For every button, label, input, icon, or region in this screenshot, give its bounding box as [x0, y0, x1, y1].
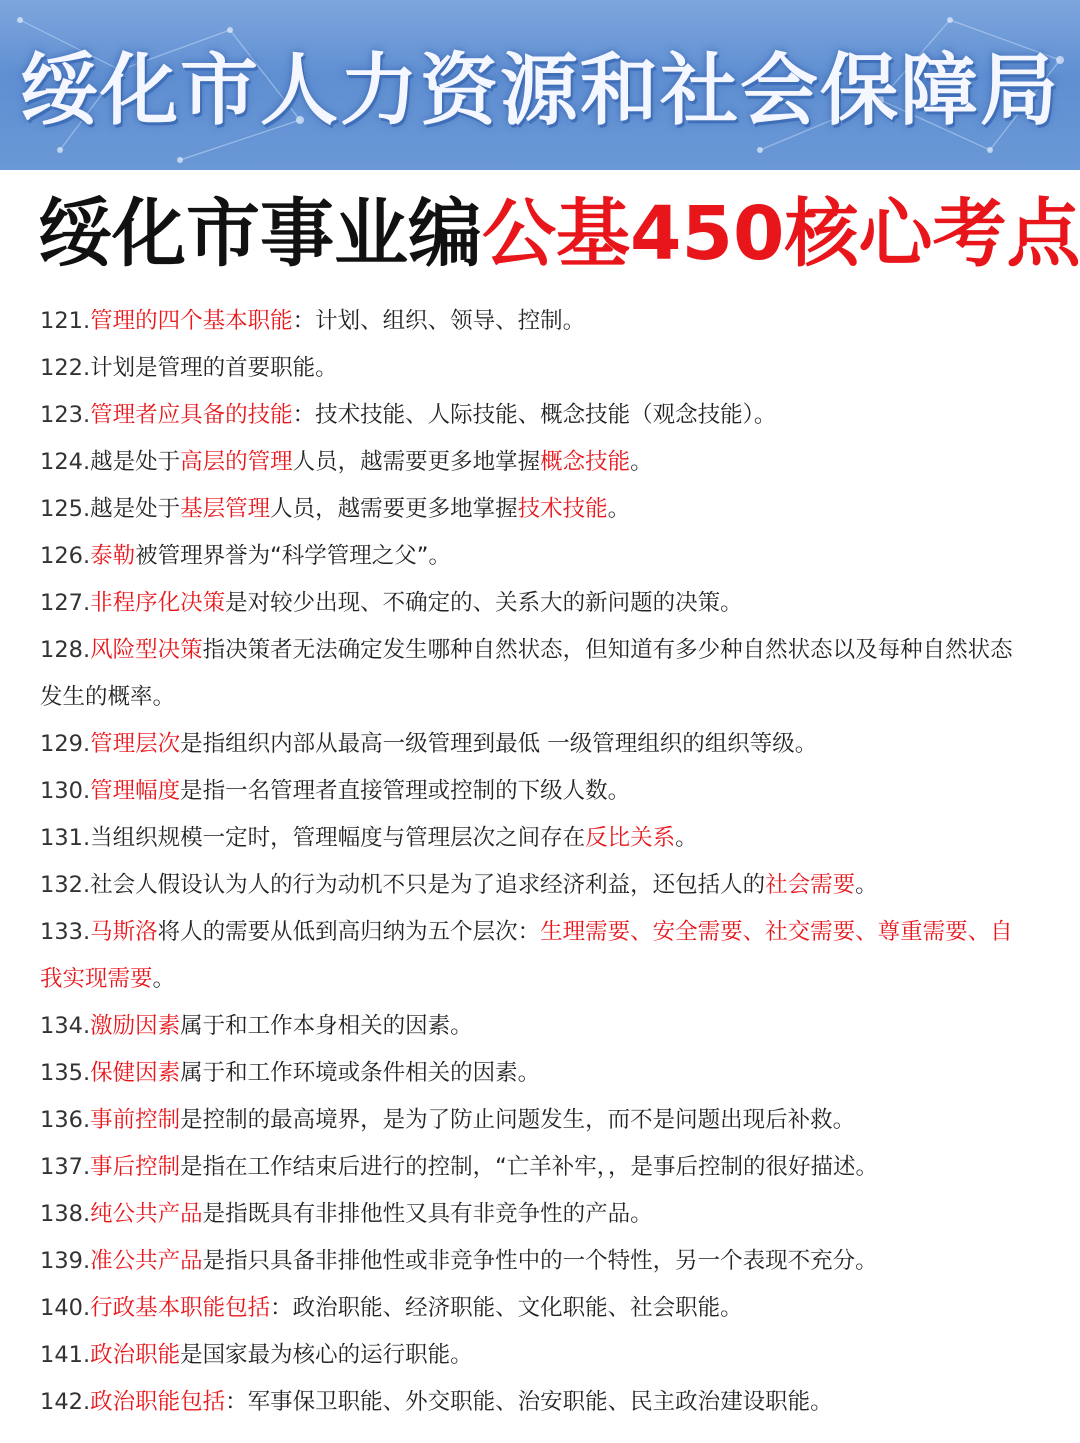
item-number: 135. — [40, 1060, 91, 1086]
highlight-text: 高层的管理 — [180, 449, 293, 475]
list-item — [40, 627, 1030, 721]
item-text: 。 — [152, 966, 176, 992]
item-number: 127. — [40, 590, 91, 616]
highlight-text: 事后控制 — [90, 1154, 181, 1180]
list-item — [40, 392, 1080, 439]
item-text: 属于和工作环境或条件相关的因素。 — [180, 1060, 541, 1086]
item-number: 131. — [40, 825, 91, 851]
page-title-black: 绥化市事业编 — [38, 191, 482, 277]
item-text: 越是处于 — [90, 449, 181, 475]
item-text: ：技术技能、人际技能、概念技能（观念技能）。 — [292, 402, 777, 428]
item-text: 是控制的最高境界，是为了防止问题发生，而不是问题出现后补救。 — [180, 1107, 856, 1133]
item-text: 是对较少出现、不确定的、关系大的新问题的决策。 — [225, 590, 743, 616]
banner-title: 绥化市人力资源和社会保障局 — [19, 46, 1060, 136]
item-text: 指决策者无法确定发生哪种自然状态，但知道有多少种自然状态以及每种自然状态发生的概率。 — [40, 637, 1013, 710]
item-number: 136. — [40, 1107, 91, 1133]
item-text: 属于和工作本身相关的因素。 — [180, 1013, 473, 1039]
list-item — [40, 1332, 1080, 1379]
item-text: 是指只具备非排他性或非竞争性中的一个特性，另一个表现不充分。 — [202, 1248, 878, 1274]
highlight-text: 管理幅度 — [90, 778, 181, 804]
list-item — [40, 815, 1080, 862]
list-item — [40, 345, 1080, 392]
highlight-text: 风险型决策 — [90, 637, 203, 663]
item-text: 当组织规模一定时，管理幅度与管理层次之间存在 — [90, 825, 586, 851]
list-item — [40, 1097, 1080, 1144]
highlight-text: 纯公共产品 — [90, 1201, 203, 1227]
list-item — [40, 439, 1080, 486]
list-item — [40, 298, 1080, 345]
highlight-text: 非程序化决策 — [90, 590, 226, 616]
item-number: 123. — [40, 402, 91, 428]
highlight-text: 技术技能 — [517, 496, 608, 522]
highlight-text: 生理需要、安全需要、社交需要、尊重需要、自我实现需要 — [40, 919, 1013, 992]
highlight-text: 保健因素 — [90, 1060, 181, 1086]
highlight-text: 政治职能 — [90, 1342, 181, 1368]
item-text: 社会人假设认为人的行为动机不只是为了追求经济利益，还包括人的 — [90, 872, 766, 898]
list-item — [40, 1191, 1080, 1238]
item-number: 124. — [40, 449, 91, 475]
item-text: 人员，越需要更多地掌握 — [270, 496, 518, 522]
item-text: 将人的需要从低到高归纳为五个层次： — [157, 919, 541, 945]
item-text: 被管理界誉为“科学管理之父”。 — [135, 543, 451, 569]
item-number: 138. — [40, 1201, 91, 1227]
list-item — [40, 768, 1080, 815]
highlight-text: 社会需要 — [765, 872, 856, 898]
item-number: 134. — [40, 1013, 91, 1039]
item-text: 是指一名管理者直接管理或控制的下级人数。 — [180, 778, 631, 804]
highlight-text: 管理的四个基本职能 — [90, 308, 293, 334]
list-item — [40, 721, 1080, 768]
list-item — [40, 1238, 1080, 1285]
item-number: 128. — [40, 637, 91, 663]
item-number: 121. — [40, 308, 91, 334]
list-item — [40, 862, 1080, 909]
highlight-text: 行政基本职能包括 — [90, 1295, 271, 1321]
list-item — [40, 1003, 1080, 1050]
item-number: 130. — [40, 778, 91, 804]
item-text: ：计划、组织、领导、控制。 — [292, 308, 586, 334]
item-number: 122. — [40, 355, 91, 381]
item-text: 计划是管理的首要职能。 — [90, 355, 338, 381]
highlight-text: 马斯洛 — [90, 919, 158, 945]
item-number: 133. — [40, 919, 91, 945]
header-banner — [0, 0, 1080, 170]
item-number: 129. — [40, 731, 91, 757]
item-number: 139. — [40, 1248, 91, 1274]
list-item — [40, 580, 1080, 627]
item-text: 是指在工作结束后进行的控制，“亡羊补牢，，是事后控制的很好描述。 — [180, 1154, 879, 1180]
item-text: 越是处于 — [90, 496, 181, 522]
list-item — [40, 486, 1080, 533]
highlight-text: 管理层次 — [90, 731, 181, 757]
highlight-text: 泰勒 — [90, 543, 136, 569]
highlight-text: 激励因素 — [90, 1013, 181, 1039]
highlight-text: 反比关系 — [585, 825, 676, 851]
item-number: 137. — [40, 1154, 91, 1180]
item-text: 是指组织内部从最高一级管理到最低 一级管理组织的组织等级。 — [180, 731, 818, 757]
list-item — [40, 533, 1080, 580]
item-number: 142. — [40, 1389, 91, 1415]
highlight-text: 事前控制 — [90, 1107, 181, 1133]
highlight-text: 基层管理 — [180, 496, 271, 522]
item-text: 。 — [855, 872, 878, 898]
page-title-red: 公基450核心考点 — [482, 191, 1080, 277]
item-text: 是国家最为核心的运行职能。 — [180, 1342, 473, 1368]
highlight-text: 概念技能 — [540, 449, 631, 475]
list-item — [40, 1144, 1080, 1191]
item-number: 141. — [40, 1342, 91, 1368]
list-item — [40, 1050, 1080, 1097]
item-number: 140. — [40, 1295, 91, 1321]
highlight-text: 准公共产品 — [90, 1248, 203, 1274]
highlight-text: 管理者应具备的技能 — [90, 402, 293, 428]
key-points-list — [0, 298, 1080, 1426]
list-item — [40, 1379, 1080, 1426]
item-text: 人员，越需要更多地掌握 — [292, 449, 541, 475]
item-text: 是指既具有非排他性又具有非竞争性的产品。 — [202, 1201, 653, 1227]
item-text: 。 — [607, 496, 631, 522]
list-item — [40, 909, 1030, 1003]
item-text: 。 — [675, 825, 698, 851]
item-number: 126. — [40, 543, 91, 569]
item-number: 132. — [40, 872, 91, 898]
item-number: 125. — [40, 496, 91, 522]
page-title — [0, 170, 1080, 298]
highlight-text: 政治职能包括 — [90, 1389, 226, 1415]
item-text: ：军事保卫职能、外交职能、治安职能、民主政治建设职能。 — [225, 1389, 833, 1415]
item-text: ：政治职能、经济职能、文化职能、社会职能。 — [270, 1295, 743, 1321]
item-text: 。 — [630, 449, 653, 475]
list-item — [40, 1285, 1080, 1332]
